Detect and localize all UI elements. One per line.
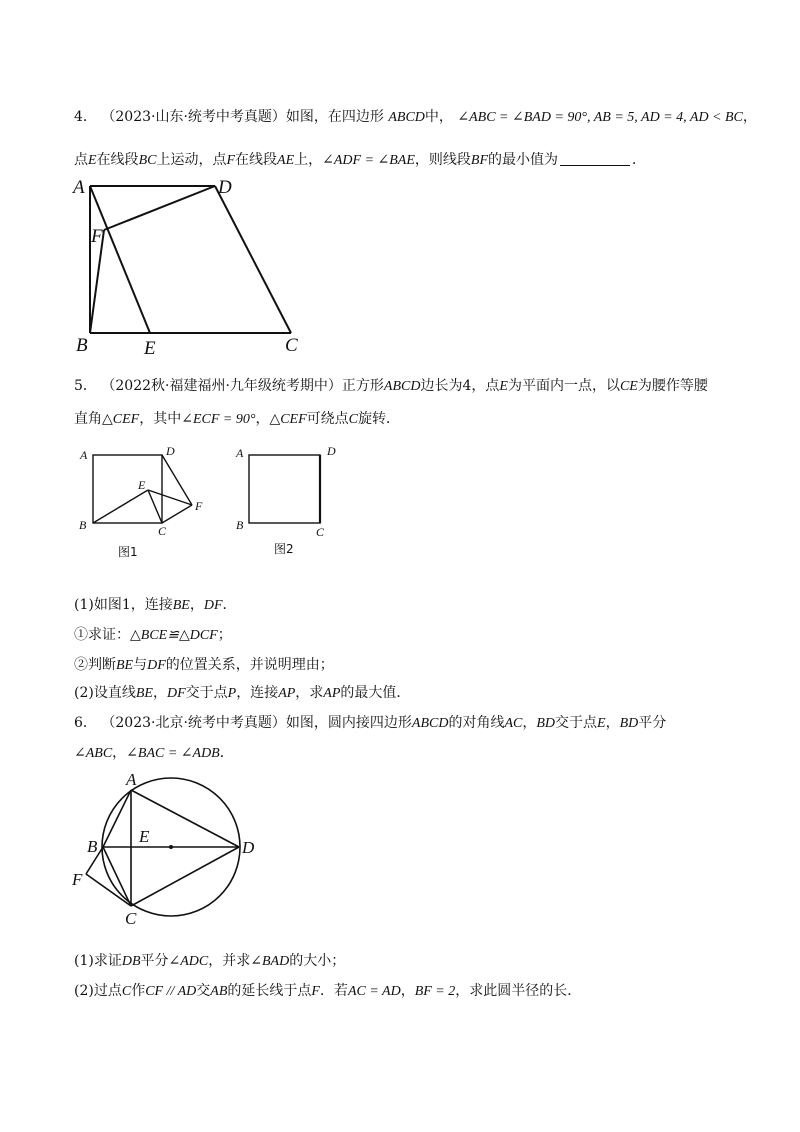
q6-var: BD xyxy=(536,716,556,731)
fig1-label-E: E xyxy=(138,478,146,492)
q4-text: 上， xyxy=(294,152,323,168)
q6-text: ，求此圆半径的长． xyxy=(455,983,582,999)
q5-var: AP xyxy=(278,686,296,701)
q6-text: 如图，圆内接四边形 xyxy=(285,715,412,731)
fig1-label-D: D xyxy=(166,444,175,458)
q5-text: ，其中 xyxy=(139,411,182,427)
q5-text: 的位置关系，并说明理由； xyxy=(165,657,334,673)
q5-var: DF xyxy=(166,686,186,701)
label-A: A xyxy=(73,177,85,198)
q4-text: 如图，在四边形 xyxy=(285,109,384,125)
q6-text: ，并求 xyxy=(208,953,251,969)
q5-text: 为腰作等腰 xyxy=(637,378,708,394)
q6-var: AB xyxy=(210,984,228,999)
q5-text: ； xyxy=(217,627,232,643)
q5-number: 5． xyxy=(74,378,97,394)
q5-var: BE xyxy=(135,686,153,701)
q5-text: 的最大值． xyxy=(340,685,411,701)
q6-var: BD xyxy=(619,716,639,731)
q4-var: AE xyxy=(277,153,295,168)
q4-var: BC xyxy=(138,153,157,168)
q6-text: 平分 xyxy=(140,953,169,969)
q6-var: CF // AD xyxy=(145,984,197,999)
q5-var: P xyxy=(227,686,237,701)
q5-text: ， xyxy=(255,411,270,427)
q6-var: BF = 2 xyxy=(414,984,456,999)
q6-text: ． xyxy=(219,745,234,761)
q4-number: 4． xyxy=(74,109,97,125)
fig2-label-B: B xyxy=(236,518,244,532)
fig1-label-F: F xyxy=(195,499,203,513)
q5-var: C xyxy=(348,412,358,427)
q6-text: ， xyxy=(112,745,127,761)
q5-text: ②判断 xyxy=(74,657,116,673)
q6-var: AC = AD xyxy=(347,984,401,999)
q4-var: BF xyxy=(470,153,489,168)
q5-text: (2)设直线 xyxy=(74,685,136,701)
q6-angle: ∠ABC xyxy=(74,746,113,761)
q5-text: (1)如图1，连接 xyxy=(74,597,173,613)
fig1-caption: 图1 xyxy=(118,545,138,559)
q5-var: BE xyxy=(172,598,190,613)
segment-CD xyxy=(131,847,239,906)
q5-var: E xyxy=(499,379,508,394)
q6-text: 的对角线 xyxy=(448,715,505,731)
q6-angle: ∠BAC = ∠ADB xyxy=(126,746,220,761)
fig1-label-B: B xyxy=(79,518,87,532)
q6-text: 作 xyxy=(131,983,146,999)
q4-text: ， xyxy=(742,109,757,125)
q6-part1 xyxy=(74,952,345,971)
q6-var: C xyxy=(121,984,132,999)
q5-text: ，连接 xyxy=(236,685,279,701)
q5-source: （2022秋·福建福州·九年级统考期中） xyxy=(101,378,342,394)
q6-var: E xyxy=(597,716,606,731)
q6-part2 xyxy=(74,982,581,1001)
q6-label-A: A xyxy=(126,770,137,789)
q5-text: ，求 xyxy=(295,685,324,701)
q5-text: 交于点 xyxy=(185,685,228,701)
q5-var: DF xyxy=(147,658,166,673)
q5-var: △CEF xyxy=(269,412,307,427)
q4-var: E xyxy=(88,153,97,168)
label-F: F xyxy=(91,226,103,247)
q5-text: 正方形 xyxy=(341,378,384,394)
q5-text: 为平面内一点，以 xyxy=(507,378,620,394)
q5-text: ①求证： xyxy=(74,627,130,643)
q6-label-F: F xyxy=(72,870,83,889)
q6-var: ABCD xyxy=(411,716,449,731)
q6-text: ， xyxy=(400,983,415,999)
q4-quad: ABCD xyxy=(388,110,425,125)
q6-label-B: B xyxy=(87,837,98,856)
label-B: B xyxy=(76,335,88,356)
q5-var: BE xyxy=(116,658,134,673)
q4-text: 上运动，点 xyxy=(156,152,227,168)
q4-conditions: ∠ABC = ∠BAD = 90°, AB = 5, AD = 4, AD < BC xyxy=(457,110,743,125)
q5-text: ， xyxy=(152,685,167,701)
q4-text: 中， xyxy=(424,109,453,125)
q4-source: （2023·山东·统考中考真题） xyxy=(101,109,286,125)
q6-text: 平分 xyxy=(638,715,667,731)
q5-var: △CEF xyxy=(102,412,140,427)
q6-text: (2)过点 xyxy=(74,983,122,999)
q6-var: DB xyxy=(121,954,141,969)
label-D: D xyxy=(218,177,232,198)
q4-text: 在线段 xyxy=(96,152,139,168)
q5-text: 旋转． xyxy=(358,411,400,427)
q6-text: 的延长线于点 xyxy=(227,983,312,999)
q6-text: ， xyxy=(522,715,537,731)
q4-text: 的最小值为 xyxy=(488,152,559,168)
q4-angle: ∠ADF = ∠BAE xyxy=(322,153,415,168)
q4-var: F xyxy=(226,153,236,168)
q5-var: CE xyxy=(619,379,638,394)
q6-var: F xyxy=(311,984,320,999)
fig2-label-C: C xyxy=(316,525,325,539)
q6-var: AC xyxy=(504,716,523,731)
q5-var: AP xyxy=(323,686,341,701)
q6-text: (1)求证 xyxy=(74,953,122,969)
q5-text: ． xyxy=(222,597,237,613)
q4-text: ，则线段 xyxy=(414,152,471,168)
q6-text: 的大小； xyxy=(289,953,346,969)
q5-text: 可绕点 xyxy=(306,411,349,427)
q5-var: △BCE≌△DCF xyxy=(130,628,218,643)
q4-text: ． xyxy=(632,152,647,168)
q6-angle: ∠BAD xyxy=(250,954,290,969)
q6-number: 6． xyxy=(74,715,97,731)
label-C: C xyxy=(285,335,298,356)
q5-text: 直角 xyxy=(74,411,102,427)
label-E: E xyxy=(144,338,156,359)
center-point xyxy=(169,845,173,849)
q6-source: （2023·北京·统考中考真题） xyxy=(101,715,286,731)
q4-text: 在线段 xyxy=(235,152,278,168)
fig2-label-D: D xyxy=(327,444,336,458)
q6-text: ， xyxy=(605,715,620,731)
fig2-label-A: A xyxy=(236,446,244,460)
q6-label-E: E xyxy=(139,827,150,846)
q5-text: ， xyxy=(189,597,204,613)
q5-var: ABCD xyxy=(383,379,421,394)
q6-text: ．若 xyxy=(319,983,348,999)
fig1-label-A: A xyxy=(80,448,88,462)
q6-angle: ∠ADC xyxy=(168,954,209,969)
fig2-caption: 图2 xyxy=(274,542,294,556)
fig1-label-C: C xyxy=(158,524,167,538)
segment-BC xyxy=(103,847,131,906)
q5-angle: ∠ECF = 90° xyxy=(181,412,256,427)
q5-text: 边长为4，点 xyxy=(420,378,500,394)
q6-label-C: C xyxy=(125,909,137,928)
q5-var: DF xyxy=(203,598,223,613)
q6-text: 交 xyxy=(196,983,211,999)
q4-text: 点 xyxy=(74,152,88,168)
q5-text: 与 xyxy=(133,657,148,673)
q6-label-D: D xyxy=(242,838,255,857)
q6-text: 交于点 xyxy=(555,715,598,731)
segment-AB xyxy=(103,790,131,847)
